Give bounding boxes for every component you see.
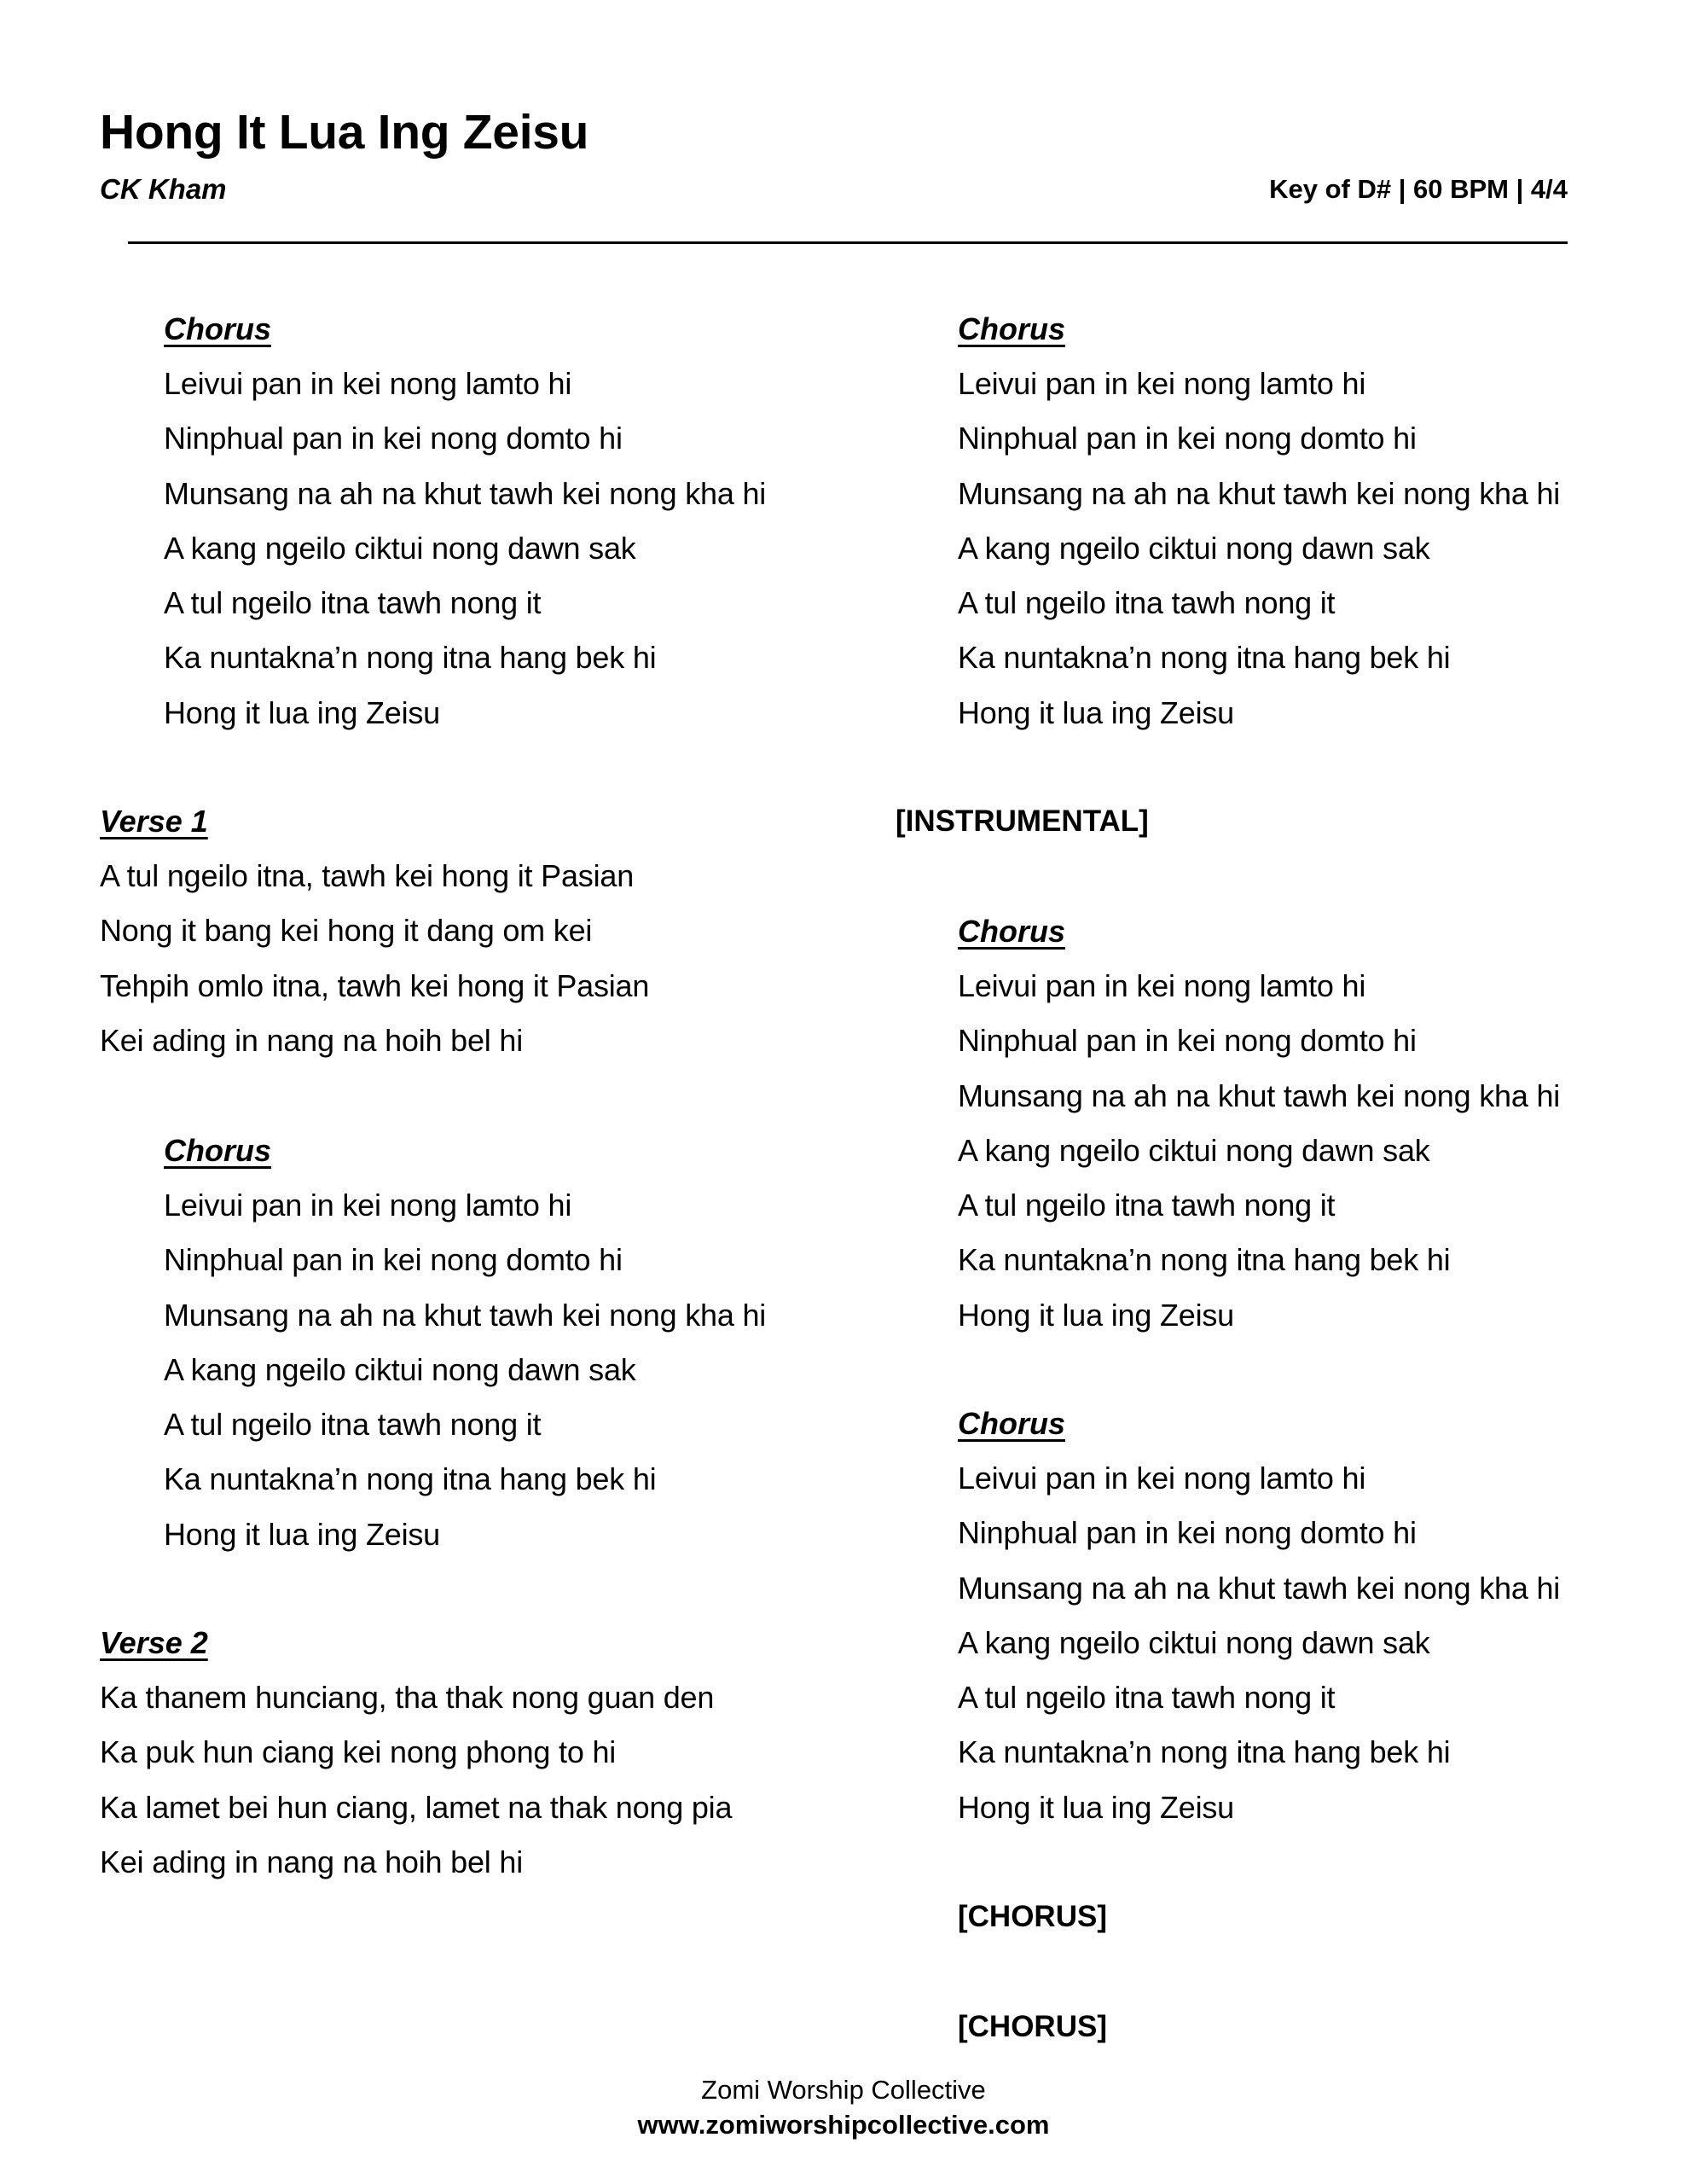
lyric-line: Ninphual pan in kei nong domto hi xyxy=(164,1242,623,1278)
lyric-line: Ka puk hun ciang kei nong phong to hi xyxy=(100,1734,617,1770)
lyric-line: Hong it lua ing Zeisu xyxy=(958,1297,1234,1333)
verse-1-section xyxy=(100,794,649,1068)
lyric-line: Tehpih omlo itna, tawh kei hong it Pasian xyxy=(100,967,650,1003)
lyric-line: Ninphual pan in kei nong domto hi xyxy=(958,421,1417,456)
lyric-line: Kei ading in nang na hoih bel hi xyxy=(100,1844,524,1879)
lyric-line: A kang ngeilo ciktui nong dawn sak xyxy=(958,1132,1430,1168)
section-heading: Chorus xyxy=(958,1406,1065,1441)
lyric-line: Ka nuntakna’n nong itna hang bek hi xyxy=(958,1734,1451,1770)
section-heading: Verse 1 xyxy=(100,804,208,839)
lyric-line: A tul ngeilo itna tawh nong it xyxy=(164,585,542,621)
lyric-line: Ka lamet bei hun ciang, lamet na thak nong pia xyxy=(100,1789,733,1825)
lyric-line: A tul ngeilo itna, tawh kei hong it Pasian xyxy=(100,858,635,893)
lyric-line: Hong it lua ing Zeisu xyxy=(164,1516,440,1552)
lyric-line: Ka nuntakna’n nong itna hang bek hi xyxy=(164,1461,657,1497)
lyric-line: Hong it lua ing Zeisu xyxy=(958,1789,1234,1825)
lyric-line: A tul ngeilo itna tawh nong it xyxy=(958,585,1336,621)
instrumental-marker: [INSTRUMENTAL] xyxy=(896,804,1149,838)
section-heading: Chorus xyxy=(164,311,271,346)
lyric-line: Ka nuntakna’n nong itna hang bek hi xyxy=(958,1242,1451,1278)
song-key-tempo-meter: Key of D# | 60 BPM | 4/4 xyxy=(1269,174,1568,204)
chorus-section-3 xyxy=(958,302,1560,741)
lyric-line: Leivui pan in kei nong lamto hi xyxy=(958,968,1366,1003)
lyric-line: Hong it lua ing Zeisu xyxy=(164,694,440,730)
song-title: Hong It Lua Ing Zeisu xyxy=(100,105,589,160)
header-divider xyxy=(128,241,1568,244)
lyric-line: Munsang na ah na khut tawh kei nong kha hi xyxy=(958,475,1561,511)
chorus-section-5 xyxy=(958,1397,1560,1835)
lyric-line: A kang ngeilo ciktui nong dawn sak xyxy=(958,530,1430,566)
lyric-line: A tul ngeilo itna tawh nong it xyxy=(958,1188,1336,1223)
lyric-line: A kang ngeilo ciktui nong dawn sak xyxy=(958,1624,1430,1660)
lyric-line: Kei ading in nang na hoih bel hi xyxy=(100,1022,524,1058)
lyric-line: Munsang na ah na khut tawh kei nong kha hi xyxy=(164,1297,767,1333)
lyric-line: Hong it lua ing Zeisu xyxy=(958,694,1234,730)
lyric-line: Ka nuntakna’n nong itna hang bek hi xyxy=(958,640,1451,676)
footer-website-link[interactable]: www.zomiworshipcollective.com xyxy=(637,2110,1050,2140)
lyric-line: Ninphual pan in kei nong domto hi xyxy=(164,421,623,456)
lyric-line: Ninphual pan in kei nong domto hi xyxy=(958,1023,1417,1059)
footer-organization: Zomi Worship Collective xyxy=(701,2075,986,2105)
lyric-line: A tul ngeilo itna tawh nong it xyxy=(958,1680,1336,1716)
lyric-line: Munsang na ah na khut tawh kei nong kha hi xyxy=(958,1077,1561,1113)
lyric-line: Nong it bang kei hong it dang om kei xyxy=(100,913,593,949)
repeat-chorus-marker: [CHORUS] xyxy=(958,1900,1107,1933)
lyric-line: Leivui pan in kei nong lamto hi xyxy=(958,366,1366,401)
section-heading: Chorus xyxy=(958,311,1065,346)
lyric-line: Leivui pan in kei nong lamto hi xyxy=(164,1188,572,1223)
lyric-line: A kang ngeilo ciktui nong dawn sak xyxy=(164,530,636,566)
chorus-section-1 xyxy=(164,302,766,741)
lyric-line: Leivui pan in kei nong lamto hi xyxy=(164,366,572,401)
lyric-line: Ninphual pan in kei nong domto hi xyxy=(958,1515,1417,1551)
lyric-line: Ka nuntakna’n nong itna hang bek hi xyxy=(164,640,657,676)
section-heading: Chorus xyxy=(164,1133,271,1168)
lyric-line: Munsang na ah na khut tawh kei nong kha hi xyxy=(164,475,767,511)
section-heading: Verse 2 xyxy=(100,1625,208,1660)
lyric-line: Leivui pan in kei nong lamto hi xyxy=(958,1461,1366,1496)
lyric-line: A tul ngeilo itna tawh nong it xyxy=(164,1407,542,1443)
section-heading: Chorus xyxy=(958,914,1065,949)
artist-name: CK Kham xyxy=(100,173,227,205)
verse-2-section xyxy=(100,1616,732,1890)
chorus-section-2 xyxy=(164,1124,766,1562)
repeat-chorus-marker: [CHORUS] xyxy=(958,2010,1107,2043)
lyric-line: A kang ngeilo ciktui nong dawn sak xyxy=(164,1351,636,1387)
lyric-line: Ka thanem hunciang, tha thak nong guan den xyxy=(100,1680,715,1715)
chorus-section-4 xyxy=(958,904,1560,1343)
lyric-line: Munsang na ah na khut tawh kei nong kha hi xyxy=(958,1570,1561,1606)
